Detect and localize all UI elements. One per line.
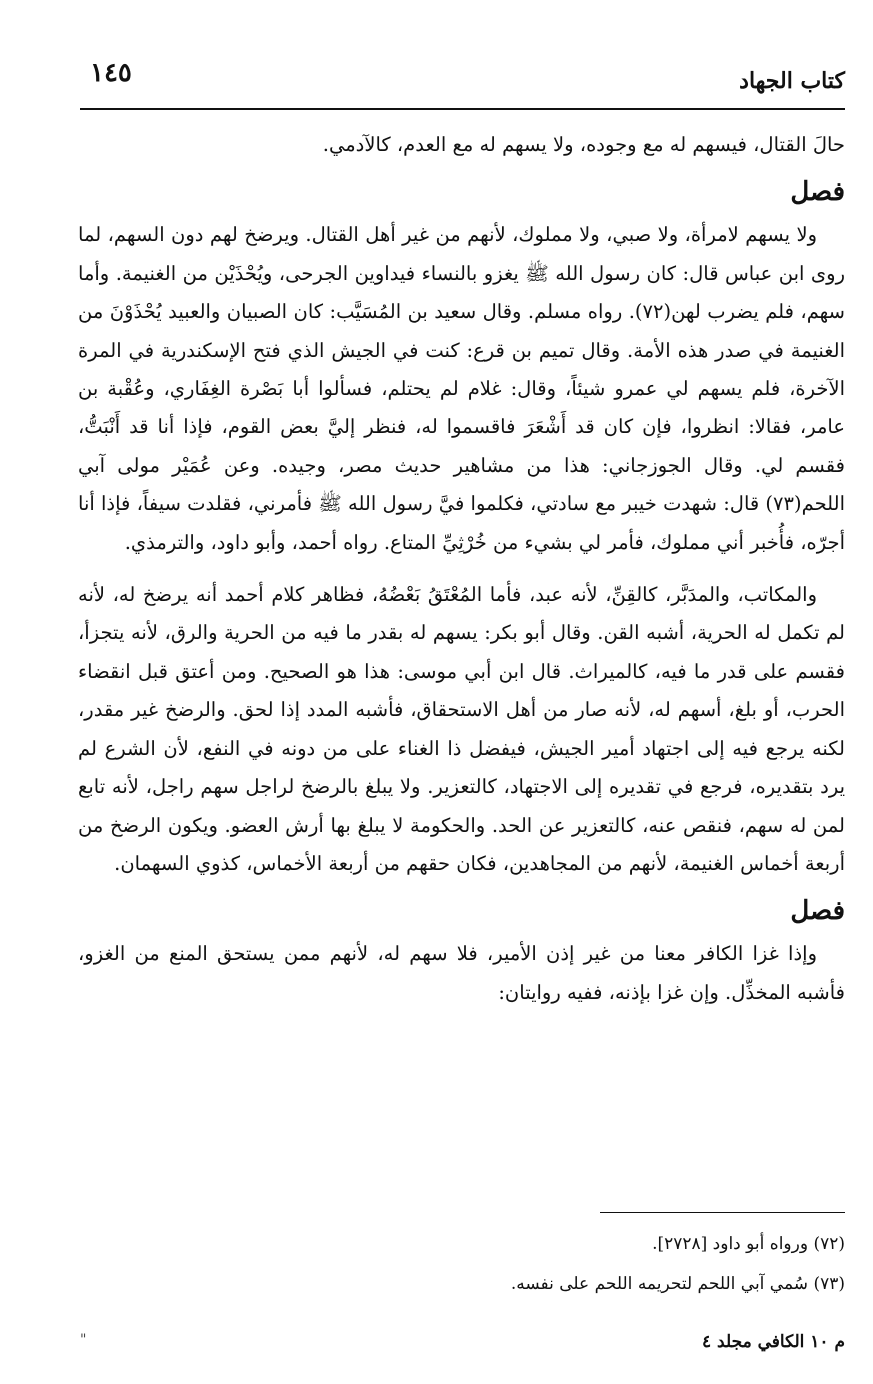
printer-signature: م ١٠ الكافي مجلد ٤ [701, 1332, 845, 1352]
running-title: كتاب الجهاد [739, 68, 845, 94]
section-heading: فصل [790, 896, 845, 927]
paragraph: ولا يسهم لامرأة، ولا صبي، ولا مملوك، لأنهم من غير أهل القتال. ويرضخ لهم دون السهم، لما روى ابن عباس قال: كان رسول الله ﷺ يغزو بالنساء فيداوين الجرحى، ويُحْذَيْن من الغنيمة. وأما سهم، فلم يضرب لهن(٧٢). رواه مسلم. وقال سعيد بن المُسَيَّب: كان الصبيان والعبيد يُحْذَوْنَ من الغنيمة في صدر هذه الأمة. وقال تميم بن قرع: كنت في الجيش الذي فتح الإسكندرية في المرة الآخرة، فلم يسهم لي عمرو شيئاً، وقال: غلام لم يحتلم، فسألوا أبا بَصْرة الغِفَاري، وعُقْبة بن عامر، فقالا: انظروا، فإن كان قد أَشْعَرَ فاقسموا له، فنظر إليَّ بعض القوم، فإذا أنا قد أَنْبَتُّ، فقسم لي. وقال الجوزجاني: هذا من مشاهير حديث مصر، وجيده. وعن عُمَيْر مولى آبي اللحم(٧٣) قال: شهدت خيبر مع سادتي، فكلموا فيَّ رسول الله ﷺ فأمرني، فقلدت سيفاً، فإذا أنا أجرّه، فأُخبر أني مملوك، فأمر لي بشيء من خُرْثِيِّ المتاع. رواه أحمد، وأبو داود، والترمذي. [78, 223, 845, 554]
continuation-paragraph: حالَ القتال، فيسهم له مع وجوده، ولا يسهم له مع العدم، كالآدمي. [322, 133, 845, 156]
stray-mark: " [80, 1332, 87, 1348]
page-number: ١٤٥ [90, 58, 132, 88]
header-rule [80, 108, 845, 110]
paragraph: والمكاتب، والمدَبَّر، كالقِنِّ، لأنه عبد، فأما المُعْتَقُ بَعْضُهُ، فظاهر كلام أحمد أنه يرضخ له، لأنه لم تكمل له الحرية، أشبه القن. وقال أبو بكر: يسهم له بقدر ما فيه من الحرية والرق، لأنه يتجزأ، فقسم على قدر ما فيه، كالميراث. قال ابن أبي موسى: هذا هو الصحيح. ومن أعتق قبل انقضاء الحرب، أو بلغ، أسهم له، لأنه صار من أهل الاستحقاق، فأشبه المدد إذا لحق. والرضخ غير مقدر، لكنه يرجع فيه إلى اجتهاد أمير الجيش، فيفضل ذا الغناء على من دونه في النفع، لأن الشرع لم يرد بتقديره، فرجع في تقديره إلى الاجتهاد، كالتعزير. ولا يبلغ بالرضخ لراجل سهم راجل، لأنه تابع لمن له سهم، فنقص عنه، كالتعزير عن الحد. والحكومة لا يبلغ بها أرش العضو. ويكون الرضخ من أربعة أخماس الغنيمة، لأنهم من المجاهدين، فكان حقهم من أربعة الأخماس، كذوي السهمان. [78, 583, 845, 875]
footnotes [80, 1224, 845, 1304]
footnote: (٧٣) سُمي آبي اللحم لتحريمه اللحم على نفسه. [510, 1274, 845, 1294]
page-header [80, 58, 845, 100]
footnote: (٧٢) ورواه أبو داود [٢٧٢٨]. [652, 1234, 845, 1254]
main-text [78, 126, 845, 1012]
footnote-rule [600, 1212, 845, 1213]
section-heading: فصل [790, 177, 845, 208]
paragraph: وإذا غزا الكافر معنا من غير إذن الأمير، فلا سهم له، لأنهم ممن يستحق المنع من الغزو، فأشبه المخذِّل. وإن غزا بإذنه، ففيه روايتان: [78, 942, 845, 1004]
